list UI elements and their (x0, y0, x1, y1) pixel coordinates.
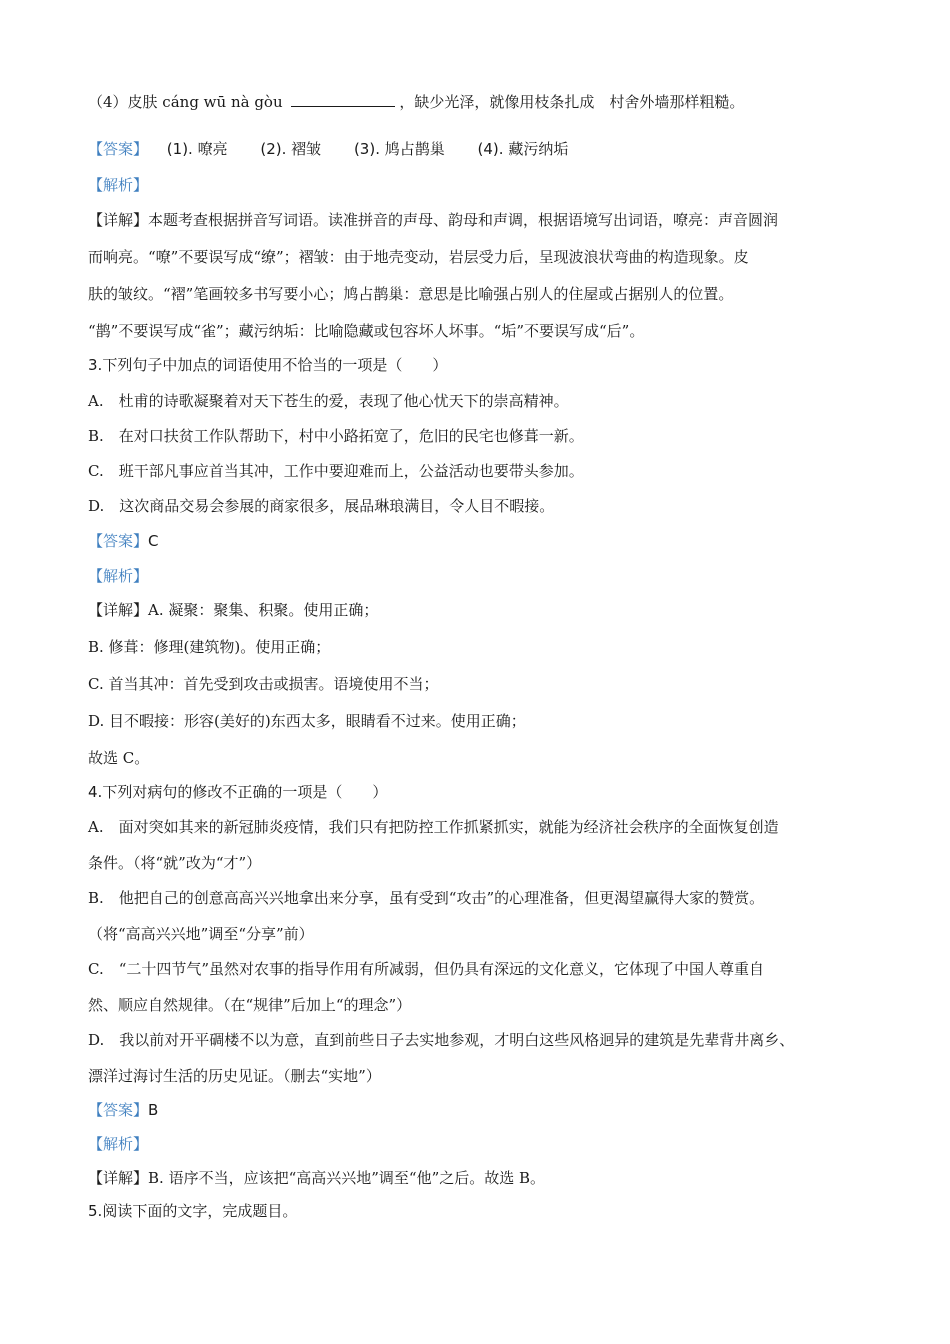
q2-item-4-prefix: （4）皮肤 cáng wū nà gòu (88, 93, 288, 111)
q5-stem (88, 1201, 878, 1221)
q4-detail-text: B. 语序不当，应该把“高高兴兴地”调至“他”之后。故选 B。 (148, 1169, 546, 1187)
q4-option-line: B. 他把自己的创意高高兴兴地拿出来分享，虽有受到“攻击”的心理准备，但更渴望赢得大家的赞赏。 (88, 889, 765, 907)
q2-item-4-suffix: ，缺少光泽，就像用枝条扎成 村舍外墙那样粗糙。 (399, 93, 745, 111)
answer-tag: 【答案】 (88, 532, 149, 550)
q4-detail-line (88, 1168, 878, 1188)
q3-option-b: B. 在对口扶贫工作队帮助下，村中小路拓宽了，危旧的民宅也修葺一新。 (88, 427, 584, 445)
q2-detail-line: 肤的皱纹。“褶”笔画较多书写要小心；鸠占鹊巢：意思是比喻强占别人的住屋或占据别人的位置。 (88, 285, 734, 303)
q4-option-line: C. “二十四节气”虽然对农事的指导作用有所减弱，但仍具有深远的文化意义，它体现了中国人尊重自 (88, 960, 765, 978)
q4-option-line: 条件。（将“就”改为“才”） (88, 854, 262, 872)
q3-detail-line (88, 600, 878, 620)
detail-tag: 【详解】 (88, 1169, 149, 1187)
q3-conclusion: 故选 C。 (88, 749, 150, 767)
q3-detail-line: D. 目不暇接：形容(美好的)东西太多，眼睛看不过来。使用正确； (88, 712, 526, 730)
q3-detail-text: A. 凝聚：聚集、积聚。使用正确； (148, 601, 379, 619)
q3-option-c: C. 班干部凡事应首当其冲，工作中要迎难而上，公益活动也要带头参加。 (88, 462, 584, 480)
question-number: 5. (88, 1202, 103, 1220)
q4-answer (88, 1100, 878, 1120)
q2-analysis-tag: 【解析】 (88, 176, 149, 194)
answer-tag: 【答案】 (88, 1101, 149, 1119)
q2-answer-item: (2). 褶皱 (260, 140, 322, 158)
q2-answer-item: (4). 藏污纳垢 (477, 140, 569, 158)
q2-item-4 (88, 92, 878, 112)
detail-tag: 【详解】 (88, 601, 149, 619)
q4-option-line: 然、顺应自然规律。（在“规律”后加上“的理念”） (88, 996, 412, 1014)
q3-answer (88, 531, 878, 551)
q3-detail-line: B. 修葺：修理(建筑物)。使用正确； (88, 638, 331, 656)
q4-analysis-tag: 【解析】 (88, 1135, 149, 1153)
answer-blank (291, 92, 395, 107)
q4-option-line: （将“高高兴兴地”调至“分享”前） (88, 925, 314, 943)
q3-detail-line: C. 首当其冲：首先受到攻击或损害。语境使用不当； (88, 675, 439, 693)
q4-answer-value: B (148, 1101, 159, 1119)
answer-tag: 【答案】 (88, 140, 149, 158)
question-number: 3. (88, 356, 103, 374)
q2-detail-line: 而响亮。“嘹”不要误写成“缭”；褶皱：由于地壳变动，岩层受力后，呈现波浪状弯曲的构造现象。皮 (88, 248, 749, 266)
q3-option-a: A. 杜甫的诗歌凝聚着对天下苍生的爱，表现了他心忧天下的崇高精神。 (88, 392, 569, 410)
detail-tag: 【详解】 (88, 211, 149, 229)
q2-detail-line (88, 210, 878, 230)
question-number: 4. (88, 783, 103, 801)
q2-answer (88, 139, 878, 159)
q4-stem (88, 782, 878, 802)
q3-answer-value: C (148, 532, 159, 550)
q4-option-line: D. 我以前对开平碉楼不以为意，直到前些日子去实地参观，才明白这些风格迥异的建筑是先辈背井离乡、 (88, 1031, 795, 1049)
q2-detail-line: “鹊”不要误写成“雀”；藏污纳垢：比喻隐藏或包容坏人坏事。“垢”不要误写成“后”。 (88, 322, 645, 340)
q4-option-line: A. 面对突如其来的新冠肺炎疫情，我们只有把防控工作抓紧抓实，就能为经济社会秩序的全面恢复创造 (88, 818, 779, 836)
q4-option-line: 漂洋过海讨生活的历史见证。（删去“实地”） (88, 1067, 381, 1085)
q3-analysis-tag: 【解析】 (88, 567, 149, 585)
q2-answer-item: (3). 鸠占鹊巢 (353, 140, 445, 158)
q4-stem-text: 下列对病句的修改不正确的一项是（ ） (102, 783, 388, 801)
q2-answer-item: (1). 嘹亮 (166, 140, 228, 158)
q3-option-d: D. 这次商品交易会参展的商家很多，展品琳琅满目，令人目不暇接。 (88, 497, 555, 515)
q5-stem-text: 阅读下面的文字，完成题目。 (102, 1202, 298, 1220)
q2-detail-text: 本题考查根据拼音写词语。读准拼音的声母、韵母和声调，根据语境写出词语，嘹亮：声音圆润 (148, 211, 779, 229)
q3-stem-text: 下列句子中加点的词语使用不恰当的一项是（ ） (102, 356, 448, 374)
q3-stem (88, 355, 878, 375)
